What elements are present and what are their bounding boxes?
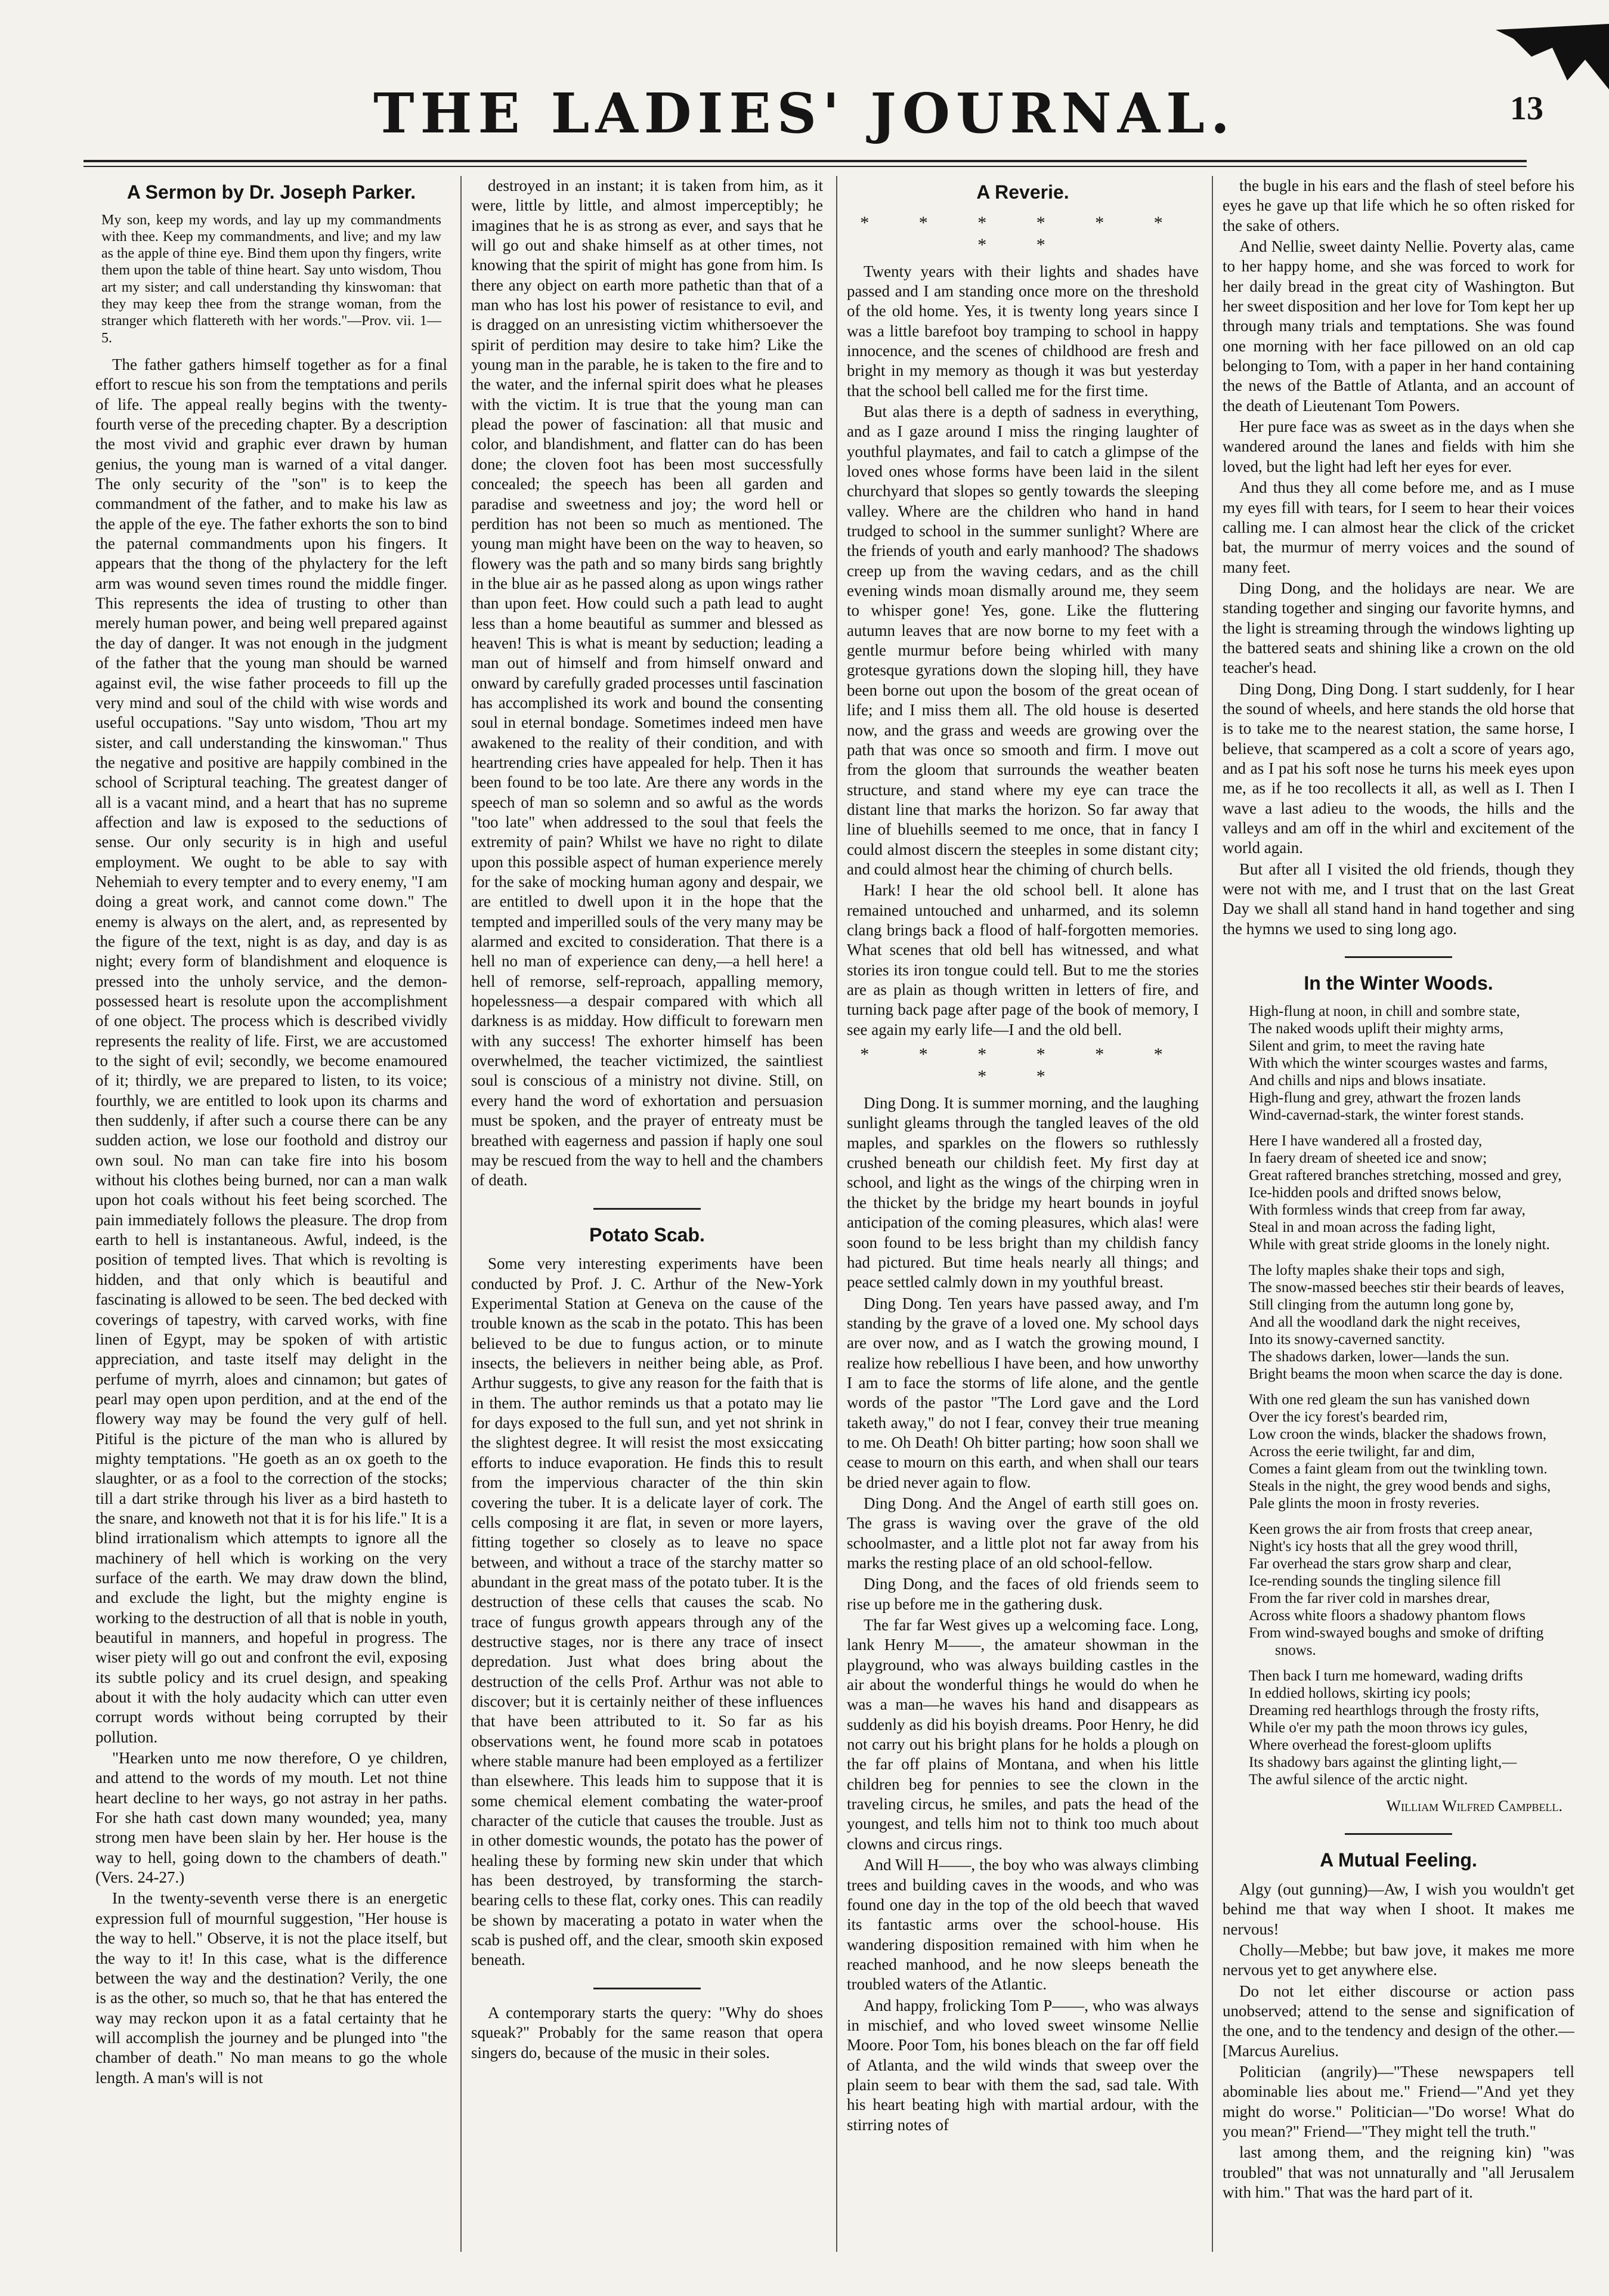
poem-line: Bright beams the moon when scarce the day is done. [1249,1365,1563,1382]
article-paragraph: Algy (out gunning)—Aw, I wish you wouldn't get behind me that way when I shoot. It makes me nervous! [1223,1880,1574,1938]
column-divider [460,176,462,2252]
poem-line: Ice-hidden pools and drifted snows below, [1249,1184,1502,1201]
poem-line: Here I have wandered all a frosted day, [1249,1132,1483,1149]
poem-stanza [1223,1132,1574,1253]
column-2 [471,176,823,2252]
poem-stanza [1223,1667,1574,1788]
poem-line: Dreaming red hearthlogs through the frosty rifts, [1249,1702,1539,1719]
section-divider [1223,946,1574,966]
article-paragraph: "Hearken unto me now therefore, O ye children, and attend to the words of my mouth. Let not thine heart decline to her ways, go not astray in her paths. For she hath cast down many wounded; yea, many strong men have been slain by her. Her house is the way to hell, going down to the chambers of death." (Vers. 24-27.) [95,1749,447,1887]
poem-line: Night's icy hosts that all the grey wood thrill, [1249,1538,1518,1555]
masthead-rule-thin [83,166,1527,167]
poem-line: With one red gleam the sun has vanished down [1249,1391,1530,1408]
article-paragraph: And Will H——, the boy who was always climbing trees and building caves in the woods, and who was found one day in the top of the old beech that waved its fantastic arms over the school-house. His wandering disposition remained with him when he reached manhood, and he now sleeps beneath the troubled waters of the Atlantic. [847,1856,1199,1994]
poem-line: Pale glints the moon in frosty reveries. [1249,1495,1480,1512]
article-paragraph: Politician (angrily)—"These newspapers tell abominable lies about me." Friend—"And yet they might do worse." Politician—"Do worse! What do you mean?" Friend—"They might tell the truth." [1223,2062,1574,2141]
poem-line: Keen grows the air from frosts that creep anear, [1249,1521,1533,1537]
poem-line: The lofty maples shake their tops and sigh, [1249,1262,1505,1278]
article-paragraph: The father gathers himself together as for a final effort to rescue his son from the temptations and perils of life. The appeal really begins with the twenty-fourth verse of the preceding chapter. By a description the most vivid and graphic ever drawn by human genius, the young man is warned of a vital danger. The only security of the "son" is to keep the commandment of the father, and to make his law as the apple of the eye. The father exhorts the son to bind the paternal commandments upon his fingers. It appears that the thong of the phylactery for the left arm was wound seven times round the middle finger. This represents the idea of trusting to other than merely human power, and being well prepared against the day of danger. It was not enough in the judgment of the father that the young man should be warned against evil, the wise father proceeds to fill up the very mind and soul of the child with wise words and useful occupations. "Say unto wisdom, 'Thou art my sister, and call understanding the kinswoman." Thus the negative and positive are happily combined in the school of Scriptural teaching. The greatest danger of all is a vacant mind, and a heart that has no supreme affection and law is exposed to the seductions of sense. Our only security is in high and useful employment. We ought to be able to say with Nehemiah to every tempter and to every enemy, "I am doing a great work, and cannot come down." The enemy is always on the alert, and, as represented by the figure of the text, night is as day, and day is as night; every form of blandishment and eloquence is pressed into the unholy service, and the demon-possessed heart is resolute upon the accomplishment of one object. The process which is described vividly represents the reality of life. First, we are accustomed to the sight of evil; secondly, we become enamoured of it; thirdly, we are prepared to listen, to its voice; fourthly, we are entitled to look upon its charms and then suddenly, if after such a course there can be any sudden action, we lose our foothold and distroy our own soul. No man can take fire into his bosom without his clothes being burned, nor can a man walk upon hot coals without his feet being scorched. The pain immediately follows the pleasure. The drop from earth to hell is instantaneous. Awful, indeed, is the position of tempted lives. That which is revolting is hidden, and that only which is beautiful and fascinating is allowed to be seen. The bed decked with coverings of tapestry, with carved works, with fine linen of Egypt, may be spoken of with artistic appreciation, and taste itself may delight in the perfume of myrrh, aloes and cinnamon; but gates of pearl may open upon perdition, and at the end of the flowery way may be found the very gulf of hell. Pitiful is the picture of the man who is allured by mighty temptations. "He goeth as an ox goeth to the slaughter, or as a fool to the correction of the stocks; till a dart strike through his liver as a bird hasteth to the snare, and knoweth not that it is for his life." It is a blind irrationalism which attempts to ignore all the machinery of hell which is working on the very surface of the earth. We may draw down the blind, and exclude the light, but the mighty engine is working to the destruction of all that is noble in youth, beautiful in manners, and hopeful in progress. The wiser piety will go out and confront the evil, exposing its subtle policy and its cruel design, and speaking about it with the holy audacity which can utter even corrupt words without being corrupted by their pollution. [95,356,447,1746]
poem-author: William Wilfred Campbell. [1386,1797,1562,1815]
article-paragraph: Twenty years with their lights and shades have passed and I am standing once more on the threshold of the old home. Yes, it is twenty long years since I was a little barefoot boy tramping to school in happy innocence, and the scenes of childhood are fresh and bright in my memory as though it was but yesterday that the school bell called me for the first time. [847,262,1199,400]
poem-stanza [1223,1003,1574,1124]
column-4 [1223,176,1574,2252]
poem-body [1223,1003,1574,1788]
section-divider [471,1977,823,1997]
article-paragraph: Ding Dong. And the Angel of earth still goes on. The grass is waving over the grave of the old schoolmaster, and a little plot not far away from his marks the resting place of an old school-fellow. [847,1494,1199,1572]
article-paragraph: And happy, frolicking Tom P——, who was always in mischief, and who loved sweet winsome Nellie Moore. Poor Tom, his bones bleach on the far off field of Atlanta, and the wild winds that sweep over the plain seem to bear with them the sad, sad tale. With his heart beating high with martial ardour, with the stirring notes of [847,1996,1199,2134]
poem-line: Great raftered branches stretching, mossed and grey, [1249,1167,1562,1183]
poem-line: The awful silence of the arctic night. [1249,1771,1468,1788]
poem-line: Wind-cavernad-stark, the winter forest stands. [1249,1107,1524,1123]
poem-line: Then back I turn me homeward, wading drifts [1249,1667,1523,1684]
article-paragraph: destroyed in an instant; it is taken from him, as it were, little by little, and almost imperceptibly; he imagines that he is as strong as ever, and says that he will go out and shake himself as at other times, not knowing that the spirit of might has gone from him. Is there any object on earth more pathetic than that of a man who has lost his power of resistance to evil, and is dragged on an unresisting victim whithersoever the spirit of perdition may desire to take him? Like the young man in the parable, he is taken to the fire and to the water, and the infernal spirit does what he pleases with the victim. It is true that the young man can plead the power of fascination: all that music and color, and blandishment, and flatter can do has been done; the cloven foot has been most successfully concealed; the speech has been all garden and paradise and sweetness and joy; the word hell or perdition has not been so much as mentioned. The young man might have been on the way to heaven, so flowery was the path and so many birds sang brightly in the blue air as he passed along as upon wings rather than upon feet. How could such a path lead to aught less than a home beautiful as summer and blessed as heaven! This is what is meant by seduction; leading a man out of himself and from himself onward and onward by carefully graded processes until fascination has accomplished its work and bound the consenting soul in eternal bondage. Sometimes indeed men have awakened to the reality of their condition, and with heartrending cries have appealed for help. Then it has been found to be too late. Are there any words in the speech of man so solemn and so awful as the words "too late" when addressed to the soul that feels the extremity of pain? Whilst we have no right to dilate upon this possible aspect of human experience merely for the sake of mocking human agony and despair, we are entitled to dwell upon it in the hope that the tempted and imperilled souls of the very many may be alarmed and excited to consideration. That there is a hell no man of experience can deny,—a hell here! a hell of remorse, self-reproach, appalling memory, hopelessness—a despair compared with which all darkness is as midday. How difficult to forewarn men with any success! The exhorter himself has been overwhelmed, the teacher victimized, the saintliest soul is conscious of a ministry not divine. Still, on every hand the word of exhortation and persuasion must be spoken, and the prayer of entreaty must be breathed with eagerness and passion if haply one soul may be rescued from the way to hell and the chambers of death. [471,177,823,1189]
poem-line: High-flung at noon, in chill and sombre state, [1249,1003,1520,1019]
article-paragraph: But after all I visited the old friends, though they were not with me, and I trust that on the last Great Day we shall all stand hand in hand together and sing the hymns we used to sing long ago. [1223,860,1574,938]
article-paragraph: Ding Dong, and the faces of old friends seem to rise up before me in the gathering dusk. [847,1575,1199,1613]
poem-line: While with great stride glooms in the lonely night. [1249,1236,1550,1253]
column-divider [836,176,837,2252]
article-paragraph: The far far West gives up a welcoming face. Long, lank Henry M——, the amateur showman in the playground, who was always building castles in the air about the wonderful things he would do when he was a man—he waves his hand and disappears as suddenly as did his boyish dreams. Poor Henry, he did not carry out his bright plans for he holds a plough on the far off plains of Montana, and when his little children beg for pennies to see the clown in the traveling circus, he smiles, and pats the head of the youngest, and tells him not to think too much about clowns and circus rings. [847,1616,1199,1853]
poem-line: In faery dream of sheeted ice and snow; [1249,1149,1487,1166]
poem-line: Across white floors a shadowy phantom flows [1249,1607,1526,1624]
article-paragraph: Her pure face was as sweet as in the days when she wandered around the lanes and fields with him she loved, but the light had left her eyes for ever. [1223,418,1574,475]
poem-line: In eddied hollows, skirting icy pools; [1249,1685,1471,1701]
poem-line: Across the eerie twilight, far and dim, [1249,1443,1475,1460]
poem-stanza [1223,1262,1574,1383]
poem-line: The shadows darken, lower—lands the sun. [1249,1348,1509,1365]
poem-line: From wind-swayed boughs and smoke of drifting snows. [1249,1624,1544,1658]
article-paragraph: Ding Dong. It is summer morning, and the laughing sunlight gleams through the tangled leaves of the old maples, and sparkles on the flowers so ruthlessly crushed beneath our childish feet. My first day at school, and light as the wings of the chirping wren in the thicket by the bridge my heart bounds in joyful anticipation of the coming pleasures, which alas! were soon found to be less bright than my childish fancy had pictured. But time heals nearly all things; and peace settled calmly down in my youthful breast. [847,1094,1199,1291]
poem-line: Steal in and moan across the fading light, [1249,1219,1496,1235]
poem-line: From the far river cold in marshes drear, [1249,1590,1490,1606]
poem-line: With formless winds that creep from far away, [1249,1201,1526,1218]
poem-line: With which the winter scourges wastes and farms, [1249,1055,1548,1071]
article-headline-reverie: A Reverie. [976,181,1069,203]
poem-line: Over the icy forest's bearded rim, [1249,1408,1448,1425]
column-1 [95,176,447,2252]
poem-line: And chills and nips and blows insatiate. [1249,1072,1486,1089]
section-divider [1223,1823,1574,1843]
column-3 [847,176,1199,2252]
article-headline-sermon: A Sermon by Dr. Joseph Parker. [126,181,416,203]
article-paragraph: Hark! I hear the old school bell. It alone has remained untouched and unharmed, and its solemn clang brings back a flood of half-forgotten memories. What scenes that old bell has witnessed, and what stories its iron tongue could tell. But to me the stories are as plain as though written in letters of fire, and turning back page after page of the book of memory, I see again my early life—I and the old bell. [847,881,1199,1039]
article-paragraph: And Nellie, sweet dainty Nellie. Poverty alas, came to her happy home, and she was forced to work for her daily bread in the great city of Washington. But her sweet disposition and her love for Tom kept her up through many trials and temptations. She was found one morning with her face pillowed on an old cap belonging to Tom, with a paper in her hand containing the news of the Battle of Atlanta, and an account of the death of Lieutenant Tom Powers. [1223,237,1574,415]
article-paragraph: In the twenty-seventh verse there is an energetic expression full of mournful suggestion, "Her house is the way to hell." Observe, it is not the place itself, but the way to it! In this case, what is the difference between the way and the destination? Verily, the one is as the other, so much so, that he that has entered the way may reckon upon it as a fatal certainty that he will accomplish the journey and be plunged into "the chamber of death." No man means to go the whole length. A man's will is not [95,1889,447,2087]
poem-line: High-flung and grey, athwart the frozen lands [1249,1089,1521,1106]
page-number: 13 [1510,90,1543,127]
poem-line: Comes a faint gleam from out the twinkling town. [1249,1460,1548,1477]
article-paragraph: last among them, and the reigning kin) "was troubled" that was not unnaturally and "all Jerusalem with him." That was the hard part of it. [1223,2143,1574,2202]
poem-stanza [1223,1391,1574,1512]
article-headline-potato-scab: Potato Scab. [589,1223,705,1246]
poem-line: Where overhead the forest-gloom uplifts [1249,1736,1492,1753]
section-divider [471,1198,823,1217]
article-headline-mutual-feeling: A Mutual Feeling. [1320,1849,1477,1871]
star-separator: * * * * * * * * [860,1045,1186,1087]
poem-line: Still clinging from the autumn long gone by, [1249,1296,1514,1313]
poem-line: Into its snowy-caverned sanctity. [1249,1331,1445,1348]
poem-line: Silent and grim, to meet the raving hate [1249,1037,1485,1054]
column-divider [1212,176,1213,2252]
poem-title: In the Winter Woods. [1304,972,1493,994]
sermon-epigraph: My son, keep my words, and lay up my commandments with thee. Keep my commandments, and live; and my law as the apple of thine eye. Bind them upon thy fingers, write them upon the table of thine heart. Say unto wisdom, Thou art my sister; and call understanding thy kinswoman: that they may keep thee from the strange woman, from the stranger which flattereth with her words."—Prov. vii. 1—5. [101,212,441,346]
poem-line: Its shadowy bars against the glinting light,— [1249,1754,1517,1770]
star-separator: * * * * * * * * [860,212,1186,255]
masthead-rule [83,160,1527,162]
poem-line: Ice-rending sounds the tingling silence fill [1249,1572,1501,1589]
masthead: THE LADIES' JOURNAL. [373,81,1236,146]
article-paragraph: Some very interesting experiments have been conducted by Prof. J. C. Arthur of the New-York Experimental Station at Geneva on the cause of the trouble known as the scab in the potato. This has been believed to be due to fungus action, or to minute insects, the believers in neither being able, as Prof. Arthur suggests, to give any reason for the faith that is in them. The author reminds us that a potato may lie for days exposed to the full sun, and yet not shrink in the slightest degree. It will resist the most exsiccating efforts to induce evaporation. He finds this to result from the impervious character of the thin skin covering the tuber. It is a delicate layer of cork. The cells composing it are flat, in seven or more layers, fitting together so closely as to leave no space between, and without a trace of the starchy matter so abundant in the great mass of the potato tuber. It is the destruction of these cells that causes the scab. No trace of fungus growth appears through any of the destructive stages, nor is there any trace of insect depredation. Just what does bring about the destruction of the cells Prof. Arthur was not able to discover; but it is certainly neither of these influences that have been attributed to it. So far as his observations went, he found more scab in potatoes where stable manure had been employed as a fertilizer than elsewhere. This leads him to suppose that it is some chemical element combating the water-proof character of the cuticle that causes the trouble. Just as in other domestic wounds, the potato has the power of healing these by forming new skin under that which has been destroyed, by transforming the starch-bearing cells to these flat, corky ones. This can readily be shown by macerating a potato in water when the scab is pushed off, and the clear, smooth skin exposed beneath. [471,1254,823,1969]
article-paragraph: A contemporary starts the query: "Why do shoes squeak?" Probably for the same reason that opera singers do, because of the music in their soles. [471,2004,823,2062]
article-paragraph: But alas there is a depth of sadness in everything, and as I gaze around I miss the ringing laughter of youthful playmates, and fail to catch a glimpse of the loved ones whose forms have been laid in the silent churchyard that slopes so gently towards the sleeping valley. Where are the children who hand in hand trudged to school in the summer sunlight? Where are the friends of youth and early manhood? The shadows creep up from the waving cedars, and as the chill evening winds moan dismally around me, they seem to whisper gone! Yes, gone. Like the fluttering autumn leaves that are now borne to my feet with a gentle murmur before being whirled with many grotesque gyrations down the sloping hill, they have been borne out upon the bosom of the great ocean of life; and I miss them all. The old house is deserted now, and the grass and weeds are growing over the path that was once so smooth and firm. I move out from the gloom that surrounds the weather beaten structure, and stand where my eye can trace the distant line that marks the horizon. So far away that line of bluehills seemed to me once, that in fancy I could almost discern the steeples in some distant city; and could almost hear the chiming of church bells. [847,403,1199,878]
article-paragraph: And thus they all come before me, and as I muse my eyes fill with tears, for I seem to hear their voices calling me. I can almost hear the click of the cricket bat, the murmur of merry voices and the sound of many feet. [1223,478,1574,576]
article-paragraph: the bugle in his ears and the flash of steel before his eyes he gave up that life which he so often risked for the sake of others. [1223,177,1574,234]
poem-stanza [1223,1521,1574,1659]
poem-line: And all the woodland dark the night receives, [1249,1314,1521,1330]
article-paragraph: Ding Dong. Ten years have passed away, and I'm standing by the grave of a loved one. My school days are over now, and as I watch the growing mound, I realize how rebellious I have been, and how unworthy I am to face the storms of life alone, and the gentle words of the pastor "The Lord gave and the Lord taketh away," do not I fear, convey their true meaning to me. Oh Death! Oh bitter parting; how soon shall we cease to mourn on this earth, and when shall our tears be dried never again to flow. [847,1294,1199,1491]
article-paragraph: Ding Dong, Ding Dong. I start suddenly, for I hear the sound of wheels, and here stands the old horse that is to take me to the nearest station, the same horse, I believe, that scampered as a colt a score of years ago, and as I pat his soft nose he turns his meek eyes upon me, as if he too recollects it all, as well as I. Then I wave a last adieu to the woods, the hills and the valleys and am off in the whirl and excitement of the world again. [1223,679,1574,857]
article-paragraph: Do not let either discourse or action pass unobserved; attend to the sense and signification of the one, and to the tendency and design of the other.—[Marcus Aurelius. [1223,1982,1574,2060]
poem-line: The snow-massed beeches stir their beards of leaves, [1249,1279,1564,1296]
poem-line: The naked woods uplift their mighty arms, [1249,1020,1504,1037]
poem-line: Low croon the winds, blacker the shadows frown, [1249,1426,1547,1442]
article-paragraph: Ding Dong, and the holidays are near. We are standing together and singing our favorite hymns, and the light is streaming through the windows lighting up the battered seats and shining like a crown on the old teacher's head. [1223,579,1574,677]
poem-line: Steals in the night, the grey wood bends and sighs, [1249,1478,1551,1494]
poem-line: Far overhead the stars grow sharp and clear, [1249,1555,1512,1572]
article-paragraph: Cholly—Mebbe; but baw jove, it makes me more nervous yet to get anywhere else. [1223,1940,1574,1979]
poem-line: While o'er my path the moon throws icy gules, [1249,1719,1528,1736]
